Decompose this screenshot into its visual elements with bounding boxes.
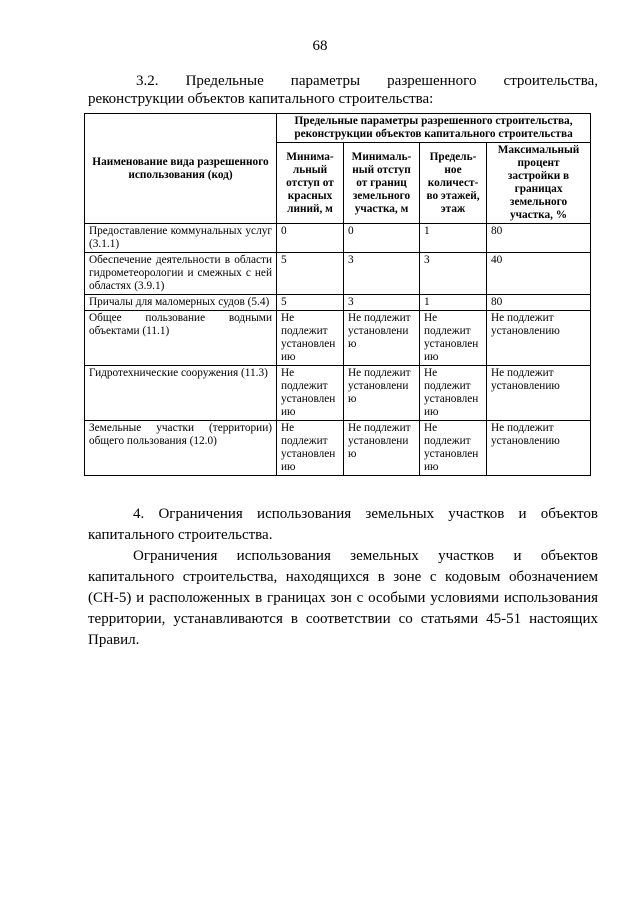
row-value: 40 [487,253,591,295]
row-name: Земельные участки (территории) общего пользования (12.0) [85,421,277,476]
row-value: 3 [344,253,420,295]
table-row [85,224,591,253]
row-name: Причалы для маломерных судов (5.4) [85,295,277,311]
row-name: Гидротехнические сооружения (11.3) [85,366,277,421]
row-value: Не подлежит установлен ию [420,366,487,421]
header-name-column: Наименование вида разрешенного использования (код) [85,114,277,224]
heading-line-2: реконструкции объектов капитального строительства: [88,91,434,107]
heading-word: Предельные [185,73,264,89]
row-value: Не подлежит установлению [487,421,591,476]
row-value: 80 [487,224,591,253]
row-value: Не подлежит установлени ю [344,311,420,366]
section-heading [88,72,598,108]
section-4 [88,504,598,651]
heading-line-1 [88,72,598,90]
row-value: 1 [420,224,487,253]
row-value: 3 [420,253,487,295]
header-col: Максимальный процент застройки в границах земельного участка, % [487,143,591,224]
section-4-title: 4. Ограничения использования земельных участков и объектов капитального строительства. [88,506,598,543]
row-value: Не подлежит установлени ю [344,366,420,421]
table-row [85,311,591,366]
header-group: Предельные параметры разрешенного строительства, реконструкции объектов капитального строительства [277,114,591,143]
heading-word: разрешенного [387,73,477,89]
row-value: 80 [487,295,591,311]
heading-number: 3.2. [136,73,159,89]
table-row [85,366,591,421]
row-value: 5 [277,295,344,311]
row-value: 1 [420,295,487,311]
row-name: Обеспечение деятельности в области гидрометеорологии и смежных с ней областях (3.9.1) [85,253,277,295]
header-col: Предель-ное количест-во этажей, этаж [420,143,487,224]
table-row [85,253,591,295]
row-value: 0 [344,224,420,253]
row-value: Не подлежит установлен ию [277,311,344,366]
table-row [85,421,591,476]
row-value: Не подлежит установлению [487,366,591,421]
row-value: 5 [277,253,344,295]
page-number: 68 [312,38,328,54]
heading-word: строительства, [503,73,598,89]
table-header-row [85,114,591,143]
row-value: 0 [277,224,344,253]
row-value: Не подлежит установлени ю [344,421,420,476]
row-value: Не подлежит установлен ию [277,366,344,421]
row-name: Общее пользование водными объектами (11.1) [85,311,277,366]
table-row [85,295,591,311]
row-value: Не подлежит установлен ию [420,421,487,476]
row-name: Предоставление коммунальных услуг (3.1.1) [85,224,277,253]
row-value: 3 [344,295,420,311]
header-col: Минималь-ный отступ от границ земельного участка, м [344,143,420,224]
row-value: Не подлежит установлен ию [420,311,487,366]
header-col: Минима-льный отступ от красных линий, м [277,143,344,224]
row-value: Не подлежит установлен ию [277,421,344,476]
heading-word: параметры [290,73,361,89]
section-4-body: Ограничения использования земельных участков и объектов капитального строительства, находящихся в зоне с кодовым обозначением (СН-5) и расположенных в границах зон с особыми условиями использования территории, устанавливаются в соответствии со статьями 45-51 настоящих Правил. [88,548,598,648]
row-value: Не подлежит установлению [487,311,591,366]
parameters-table [84,113,591,476]
